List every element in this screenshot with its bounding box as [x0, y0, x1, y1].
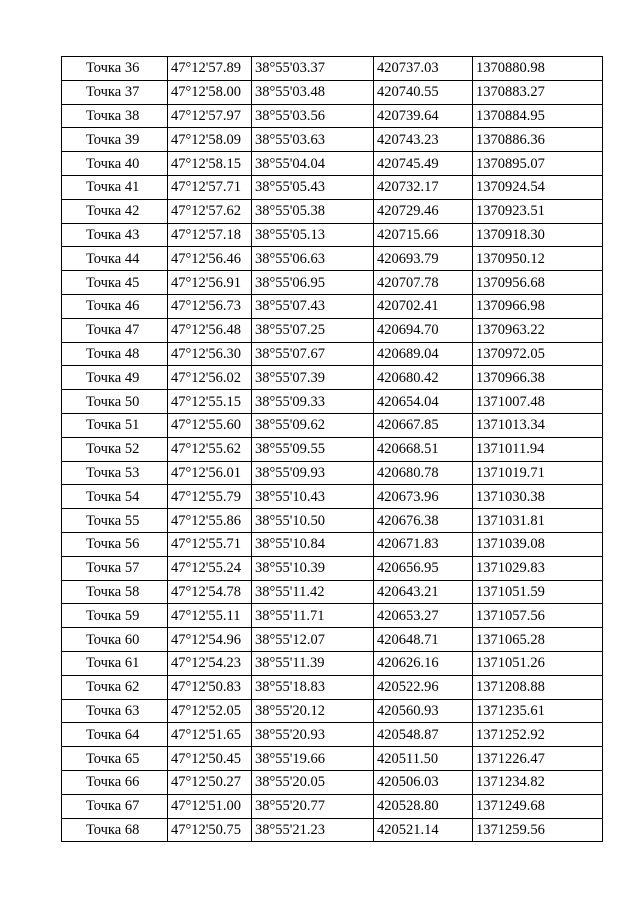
latitude-cell: 47°12'58.15	[168, 152, 252, 176]
longitude-cell: 38°55'05.38	[252, 199, 374, 223]
x-coordinate-cell: 420689.04	[374, 342, 473, 366]
x-coordinate-cell: 420528.80	[374, 794, 473, 818]
x-coordinate-cell: 420715.66	[374, 223, 473, 247]
x-coordinate-cell: 420506.03	[374, 770, 473, 794]
x-coordinate-cell: 420656.95	[374, 556, 473, 580]
longitude-cell: 38°55'10.84	[252, 532, 374, 556]
x-coordinate-cell: 420680.42	[374, 366, 473, 390]
x-coordinate-cell: 420694.70	[374, 318, 473, 342]
latitude-cell: 47°12'55.79	[168, 485, 252, 509]
y-coordinate-cell: 1371019.71	[473, 461, 603, 485]
latitude-cell: 47°12'58.00	[168, 80, 252, 104]
table-row	[62, 342, 603, 366]
point-name-cell: Точка 40	[62, 152, 168, 176]
y-coordinate-cell: 1370884.95	[473, 104, 603, 128]
y-coordinate-cell: 1370923.51	[473, 199, 603, 223]
x-coordinate-cell: 420548.87	[374, 723, 473, 747]
x-coordinate-cell: 420693.79	[374, 247, 473, 271]
latitude-cell: 47°12'55.86	[168, 509, 252, 533]
y-coordinate-cell: 1371259.56	[473, 818, 603, 842]
longitude-cell: 38°55'11.71	[252, 604, 374, 628]
table-row	[62, 152, 603, 176]
x-coordinate-cell: 420654.04	[374, 390, 473, 414]
latitude-cell: 47°12'57.97	[168, 104, 252, 128]
longitude-cell: 38°55'09.93	[252, 461, 374, 485]
table-row	[62, 699, 603, 723]
latitude-cell: 47°12'51.65	[168, 723, 252, 747]
table-row	[62, 461, 603, 485]
table-row	[62, 128, 603, 152]
y-coordinate-cell: 1371013.34	[473, 413, 603, 437]
point-name-cell: Точка 67	[62, 794, 168, 818]
y-coordinate-cell: 1371252.92	[473, 723, 603, 747]
x-coordinate-cell: 420739.64	[374, 104, 473, 128]
point-name-cell: Точка 49	[62, 366, 168, 390]
x-coordinate-cell: 420667.85	[374, 413, 473, 437]
y-coordinate-cell: 1371039.08	[473, 532, 603, 556]
point-name-cell: Точка 39	[62, 128, 168, 152]
table-row	[62, 199, 603, 223]
point-name-cell: Точка 45	[62, 271, 168, 295]
table-row	[62, 80, 603, 104]
latitude-cell: 47°12'58.09	[168, 128, 252, 152]
y-coordinate-cell: 1371031.81	[473, 509, 603, 533]
longitude-cell: 38°55'11.42	[252, 580, 374, 604]
x-coordinate-cell: 420511.50	[374, 747, 473, 771]
latitude-cell: 47°12'55.71	[168, 532, 252, 556]
latitude-cell: 47°12'52.05	[168, 699, 252, 723]
y-coordinate-cell: 1370895.07	[473, 152, 603, 176]
latitude-cell: 47°12'55.11	[168, 604, 252, 628]
point-name-cell: Точка 52	[62, 437, 168, 461]
latitude-cell: 47°12'56.73	[168, 294, 252, 318]
x-coordinate-cell: 420729.46	[374, 199, 473, 223]
table-row	[62, 723, 603, 747]
point-name-cell: Точка 54	[62, 485, 168, 509]
latitude-cell: 47°12'56.01	[168, 461, 252, 485]
latitude-cell: 47°12'54.23	[168, 651, 252, 675]
table-row	[62, 294, 603, 318]
longitude-cell: 38°55'03.56	[252, 104, 374, 128]
x-coordinate-cell: 420643.21	[374, 580, 473, 604]
point-name-cell: Точка 46	[62, 294, 168, 318]
y-coordinate-cell: 1370950.12	[473, 247, 603, 271]
x-coordinate-cell: 420743.23	[374, 128, 473, 152]
y-coordinate-cell: 1370886.36	[473, 128, 603, 152]
point-name-cell: Точка 37	[62, 80, 168, 104]
latitude-cell: 47°12'54.96	[168, 628, 252, 652]
point-name-cell: Точка 55	[62, 509, 168, 533]
x-coordinate-cell: 420522.96	[374, 675, 473, 699]
x-coordinate-cell: 420648.71	[374, 628, 473, 652]
point-name-cell: Точка 59	[62, 604, 168, 628]
table-row	[62, 556, 603, 580]
x-coordinate-cell: 420653.27	[374, 604, 473, 628]
table-row	[62, 318, 603, 342]
y-coordinate-cell: 1371249.68	[473, 794, 603, 818]
point-name-cell: Точка 42	[62, 199, 168, 223]
longitude-cell: 38°55'06.63	[252, 247, 374, 271]
latitude-cell: 47°12'57.89	[168, 57, 252, 81]
point-name-cell: Точка 53	[62, 461, 168, 485]
y-coordinate-cell: 1371051.26	[473, 651, 603, 675]
latitude-cell: 47°12'57.62	[168, 199, 252, 223]
table-row	[62, 747, 603, 771]
longitude-cell: 38°55'10.39	[252, 556, 374, 580]
table-row	[62, 675, 603, 699]
x-coordinate-cell: 420740.55	[374, 80, 473, 104]
point-name-cell: Точка 38	[62, 104, 168, 128]
table-row	[62, 247, 603, 271]
y-coordinate-cell: 1371057.56	[473, 604, 603, 628]
y-coordinate-cell: 1370880.98	[473, 57, 603, 81]
point-name-cell: Точка 63	[62, 699, 168, 723]
point-name-cell: Точка 68	[62, 818, 168, 842]
longitude-cell: 38°55'09.62	[252, 413, 374, 437]
point-name-cell: Точка 41	[62, 175, 168, 199]
table-row	[62, 175, 603, 199]
y-coordinate-cell: 1371029.83	[473, 556, 603, 580]
longitude-cell: 38°55'19.66	[252, 747, 374, 771]
table-row	[62, 57, 603, 81]
table-row	[62, 413, 603, 437]
y-coordinate-cell: 1371226.47	[473, 747, 603, 771]
longitude-cell: 38°55'20.93	[252, 723, 374, 747]
longitude-cell: 38°55'09.33	[252, 390, 374, 414]
table-row	[62, 604, 603, 628]
latitude-cell: 47°12'55.60	[168, 413, 252, 437]
latitude-cell: 47°12'56.02	[168, 366, 252, 390]
point-name-cell: Точка 47	[62, 318, 168, 342]
y-coordinate-cell: 1370966.38	[473, 366, 603, 390]
y-coordinate-cell: 1370972.05	[473, 342, 603, 366]
longitude-cell: 38°55'03.63	[252, 128, 374, 152]
longitude-cell: 38°55'06.95	[252, 271, 374, 295]
longitude-cell: 38°55'18.83	[252, 675, 374, 699]
table-row	[62, 366, 603, 390]
table-row	[62, 271, 603, 295]
table-row	[62, 770, 603, 794]
latitude-cell: 47°12'56.48	[168, 318, 252, 342]
latitude-cell: 47°12'55.15	[168, 390, 252, 414]
latitude-cell: 47°12'56.30	[168, 342, 252, 366]
point-name-cell: Точка 65	[62, 747, 168, 771]
latitude-cell: 47°12'55.62	[168, 437, 252, 461]
latitude-cell: 47°12'55.24	[168, 556, 252, 580]
x-coordinate-cell: 420671.83	[374, 532, 473, 556]
x-coordinate-cell: 420732.17	[374, 175, 473, 199]
point-name-cell: Точка 43	[62, 223, 168, 247]
coordinates-table-body	[62, 57, 603, 842]
table-row	[62, 223, 603, 247]
longitude-cell: 38°55'20.12	[252, 699, 374, 723]
latitude-cell: 47°12'50.75	[168, 818, 252, 842]
table-row	[62, 485, 603, 509]
y-coordinate-cell: 1370924.54	[473, 175, 603, 199]
latitude-cell: 47°12'54.78	[168, 580, 252, 604]
table-row	[62, 628, 603, 652]
y-coordinate-cell: 1371030.38	[473, 485, 603, 509]
point-name-cell: Точка 48	[62, 342, 168, 366]
x-coordinate-cell: 420626.16	[374, 651, 473, 675]
x-coordinate-cell: 420707.78	[374, 271, 473, 295]
y-coordinate-cell: 1370883.27	[473, 80, 603, 104]
longitude-cell: 38°55'21.23	[252, 818, 374, 842]
longitude-cell: 38°55'20.77	[252, 794, 374, 818]
x-coordinate-cell: 420673.96	[374, 485, 473, 509]
latitude-cell: 47°12'56.91	[168, 271, 252, 295]
y-coordinate-cell: 1371051.59	[473, 580, 603, 604]
y-coordinate-cell: 1370966.98	[473, 294, 603, 318]
point-name-cell: Точка 36	[62, 57, 168, 81]
longitude-cell: 38°55'11.39	[252, 651, 374, 675]
latitude-cell: 47°12'57.71	[168, 175, 252, 199]
y-coordinate-cell: 1370918.30	[473, 223, 603, 247]
x-coordinate-cell: 420737.03	[374, 57, 473, 81]
longitude-cell: 38°55'05.43	[252, 175, 374, 199]
x-coordinate-cell: 420560.93	[374, 699, 473, 723]
longitude-cell: 38°55'12.07	[252, 628, 374, 652]
table-row	[62, 651, 603, 675]
point-name-cell: Точка 56	[62, 532, 168, 556]
point-name-cell: Точка 58	[62, 580, 168, 604]
latitude-cell: 47°12'50.27	[168, 770, 252, 794]
point-name-cell: Точка 62	[62, 675, 168, 699]
point-name-cell: Точка 60	[62, 628, 168, 652]
longitude-cell: 38°55'07.39	[252, 366, 374, 390]
y-coordinate-cell: 1370956.68	[473, 271, 603, 295]
longitude-cell: 38°55'04.04	[252, 152, 374, 176]
longitude-cell: 38°55'20.05	[252, 770, 374, 794]
y-coordinate-cell: 1371208.88	[473, 675, 603, 699]
y-coordinate-cell: 1371007.48	[473, 390, 603, 414]
point-name-cell: Точка 44	[62, 247, 168, 271]
longitude-cell: 38°55'09.55	[252, 437, 374, 461]
x-coordinate-cell: 420680.78	[374, 461, 473, 485]
point-name-cell: Точка 51	[62, 413, 168, 437]
longitude-cell: 38°55'05.13	[252, 223, 374, 247]
y-coordinate-cell: 1371234.82	[473, 770, 603, 794]
longitude-cell: 38°55'10.43	[252, 485, 374, 509]
latitude-cell: 47°12'57.18	[168, 223, 252, 247]
table-row	[62, 794, 603, 818]
y-coordinate-cell: 1371011.94	[473, 437, 603, 461]
latitude-cell: 47°12'50.83	[168, 675, 252, 699]
point-name-cell: Точка 64	[62, 723, 168, 747]
x-coordinate-cell: 420668.51	[374, 437, 473, 461]
y-coordinate-cell: 1371235.61	[473, 699, 603, 723]
table-row	[62, 437, 603, 461]
coordinates-table	[61, 56, 603, 842]
table-row	[62, 390, 603, 414]
point-name-cell: Точка 61	[62, 651, 168, 675]
table-row	[62, 818, 603, 842]
longitude-cell: 38°55'03.37	[252, 57, 374, 81]
point-name-cell: Точка 57	[62, 556, 168, 580]
point-name-cell: Точка 50	[62, 390, 168, 414]
y-coordinate-cell: 1371065.28	[473, 628, 603, 652]
point-name-cell: Точка 66	[62, 770, 168, 794]
latitude-cell: 47°12'50.45	[168, 747, 252, 771]
longitude-cell: 38°55'03.48	[252, 80, 374, 104]
y-coordinate-cell: 1370963.22	[473, 318, 603, 342]
table-row	[62, 104, 603, 128]
longitude-cell: 38°55'07.67	[252, 342, 374, 366]
table-row	[62, 509, 603, 533]
x-coordinate-cell: 420676.38	[374, 509, 473, 533]
latitude-cell: 47°12'51.00	[168, 794, 252, 818]
longitude-cell: 38°55'10.50	[252, 509, 374, 533]
latitude-cell: 47°12'56.46	[168, 247, 252, 271]
table-row	[62, 532, 603, 556]
table-row	[62, 580, 603, 604]
x-coordinate-cell: 420521.14	[374, 818, 473, 842]
longitude-cell: 38°55'07.43	[252, 294, 374, 318]
x-coordinate-cell: 420702.41	[374, 294, 473, 318]
longitude-cell: 38°55'07.25	[252, 318, 374, 342]
x-coordinate-cell: 420745.49	[374, 152, 473, 176]
